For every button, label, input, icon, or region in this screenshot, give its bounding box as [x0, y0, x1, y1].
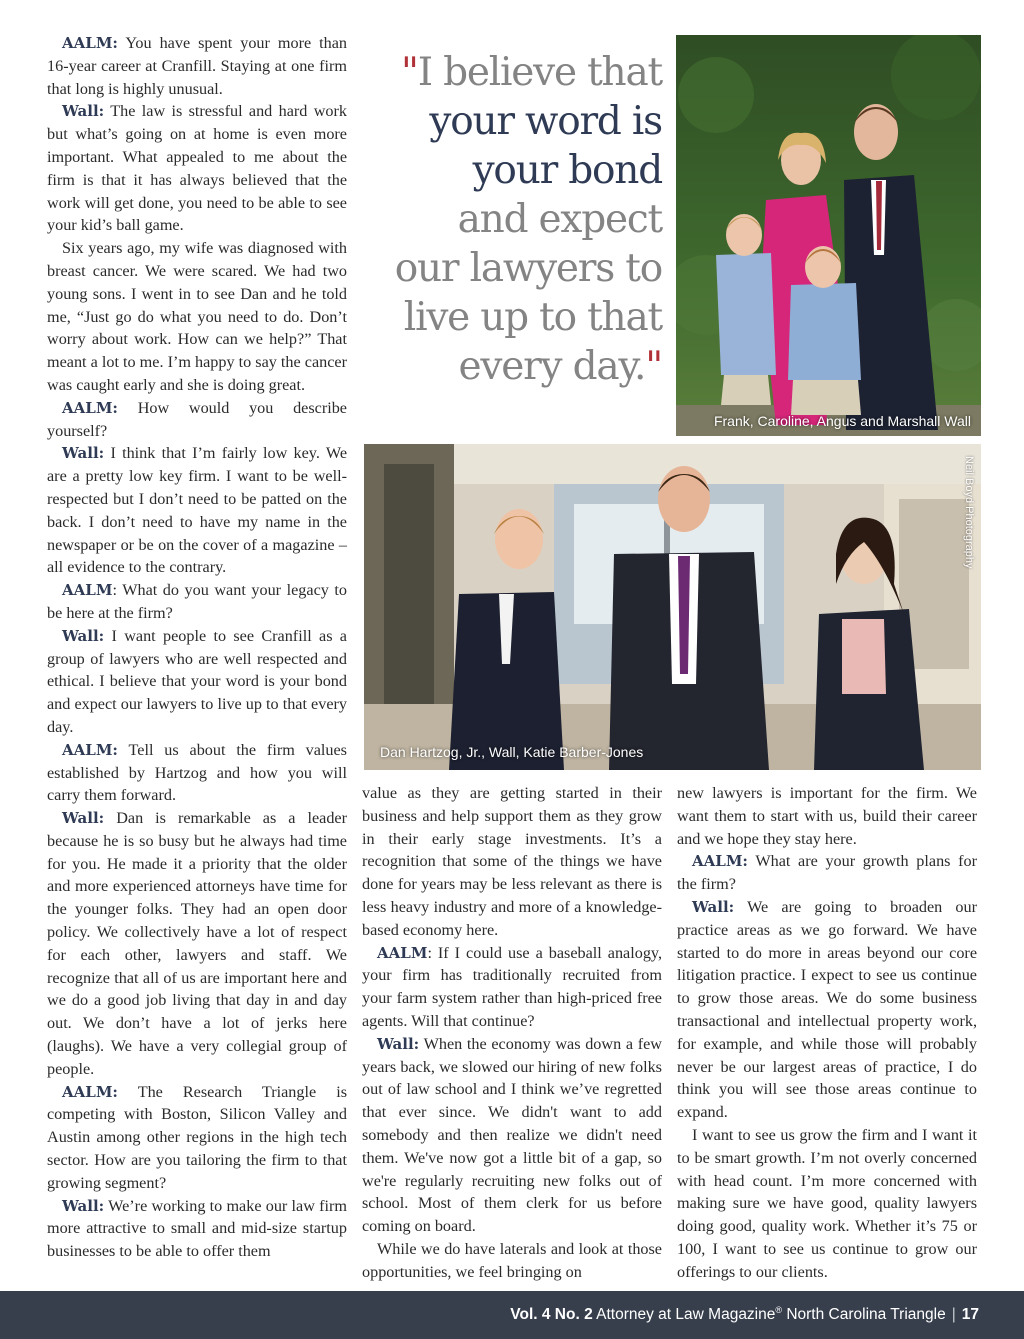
paragraph	[47, 397, 347, 443]
speaker-label: Wall:	[62, 626, 105, 645]
paragraph-text: I want people to see Cranfill as a group of lawyers who are well respected and ethical. I believe that your word is your bond and expect our lawyers to live up to that every day.	[47, 626, 347, 736]
speaker-label: Wall:	[62, 1196, 105, 1215]
paragraph-text: Dan is remarkable as a leader because he is so busy but he always had time for you. He made it a priority that the older and more experienced attorneys have time for the younger folks. They had an open door policy. We collectively have a lot of respect for each other, lawyers and staff. We recognize that all of us are important here and we do a good job living that day in and day out. We don’t have a lot of jerks here (laughs). We have a very collegial group of people.	[47, 809, 347, 1078]
paragraph-text: While we do have laterals and look at those opportunities, we feel bringing on	[362, 1239, 662, 1281]
pull-quote-line: "I believe that	[400, 50, 662, 95]
paragraph-text: : What do you want your legacy to be here at the firm?	[47, 581, 347, 622]
paragraph-text: How would you describe yourself?	[47, 398, 347, 440]
paragraph-text: The law is stressful and hard work but what’s going on at home is even more important. What appealed to me about the firm is that it has always believed that the work will get done, you need to be able to see your kid’s ball game.	[47, 102, 347, 235]
speaker-label: AALM:	[62, 398, 118, 417]
footer-separator: |	[951, 1306, 956, 1324]
speaker-label: Wall:	[692, 897, 735, 916]
pull-quote-line: live up to that	[403, 295, 662, 340]
paragraph-text: value as they are getting started in their business and help support them as they grow in their early stage investments. It’s a recognition that some of the things we have done for years may be less relevant as there is less heavy industry and more of a knowledge-based economy here.	[362, 784, 662, 939]
speaker-label: AALM	[377, 943, 428, 962]
article-column-3	[677, 782, 977, 1284]
paragraph-text: : If I could use a baseball analogy, your firm has traditionally recruited from your farm system rather than high-priced free agents. Will that continue?	[362, 943, 662, 1030]
office-photo	[364, 444, 981, 770]
pull-quote	[360, 48, 662, 391]
paragraph	[677, 896, 977, 1124]
paragraph	[677, 782, 977, 850]
paragraph	[47, 579, 347, 625]
speaker-label: Wall:	[62, 444, 105, 463]
paragraph	[47, 807, 347, 1081]
issue-volume: Vol. 4 No. 2	[510, 1306, 593, 1324]
paragraph-text: When the economy was down a few years back, we slowed our hiring of new folks out of law school and I think we’ve regretted that ever since. We didn't want to add somebody and then realize we didn't need them. We've now got a little bit of a gap, so we're regularly recruiting new folks out of school. Most of them clerk for us before coming on board.	[362, 1034, 662, 1236]
paragraph	[47, 32, 347, 100]
paragraph-text: The Research Triangle is competing with Boston, Silicon Valley and Austin among other regions in the high tech sector. How are you tailoring the firm to that growing segment?	[47, 1082, 347, 1192]
speaker-label: Wall:	[377, 1034, 420, 1053]
footer-text	[510, 1305, 979, 1324]
paragraph	[362, 942, 662, 1033]
paragraph-text: You have spent your more than 16-year career at Cranfill. Staying at one firm that long is highly unusual.	[47, 34, 347, 98]
close-quote-mark: "	[645, 344, 662, 389]
pull-quote-line: our lawyers to	[394, 246, 662, 291]
paragraph-text: Tell us about the firm values established by Hartzog and how you will carry them forward.	[47, 740, 347, 805]
paragraph-text: What are your growth plans for the firm?	[677, 852, 977, 894]
pull-quote-line: every day."	[458, 344, 662, 389]
paragraph	[362, 782, 662, 942]
paragraph-text: We’re working to make our law firm more attractive to small and mid-size startup businesses to be able to offer them	[47, 1196, 347, 1261]
paragraph	[677, 850, 977, 896]
pull-quote-line: your bond	[472, 148, 662, 193]
photo-credit: Neil Boyd Photography	[963, 456, 975, 569]
page-number: 17	[961, 1306, 979, 1324]
paragraph	[47, 625, 347, 739]
pull-quote-line: and expect	[457, 197, 662, 242]
paragraph	[362, 1033, 662, 1238]
article-column-1	[47, 32, 347, 1263]
office-photo-illustration	[364, 444, 981, 770]
pull-quote-line: your word is	[429, 99, 662, 144]
speaker-label: Wall:	[62, 102, 105, 121]
speaker-label: Wall:	[62, 809, 105, 828]
paragraph-text: I want to see us grow the firm and I want it to be smart growth. I’m not overly concerned with head count. I’m more concerned with making sure we have good, quality lawyers doing good, quality work. Whether it’s 75 or 100, I want to see us continue to grow our offerings to our clients.	[677, 1125, 977, 1281]
registered-mark: ®	[775, 1305, 783, 1315]
family-photo-illustration	[676, 35, 981, 436]
paragraph	[47, 1081, 347, 1195]
page-footer	[0, 1291, 1024, 1339]
paragraph	[47, 442, 347, 579]
article-column-2	[362, 782, 662, 1284]
speaker-label: AALM:	[62, 34, 118, 52]
speaker-label: AALM	[62, 581, 113, 600]
paragraph	[362, 1238, 662, 1284]
paragraph-text: I think that I’m fairly low key. We are a pretty low key firm. I want to be well-respected but I don’t need to be patted on the back. I don’t need to have my name in the newspaper or be on the cover of a magazine – all evidence to the contrary.	[47, 444, 347, 577]
paragraph-text: Six years ago, my wife was diagnosed with breast cancer. We were scared. We had two young sons. I went in to see Dan and he told me, “Just go do what you need to do. Don’t worry about work. How can we help?” That meant a lot to me. I’m happy to say the cancer was caught early and she is doing great.	[47, 239, 347, 394]
paragraph	[677, 1124, 977, 1284]
speaker-label: AALM:	[62, 1082, 118, 1101]
paragraph	[47, 739, 347, 807]
paragraph	[47, 100, 347, 237]
photo-caption: Frank, Caroline, Angus and Marshall Wall	[713, 413, 971, 429]
paragraph-text: new lawyers is important for the firm. We want them to start with us, build their career and we hope they stay here.	[677, 784, 977, 848]
speaker-label: AALM:	[692, 852, 748, 871]
open-quote-mark: "	[400, 50, 418, 95]
magazine-name: Attorney at Law Magazine	[596, 1306, 776, 1324]
magazine-region: North Carolina Triangle	[786, 1306, 946, 1324]
paragraph	[47, 237, 347, 397]
family-photo	[676, 35, 981, 436]
paragraph	[47, 1195, 347, 1263]
photo-caption: Dan Hartzog, Jr., Wall, Katie Barber-Jones	[380, 744, 644, 760]
speaker-label: AALM:	[62, 740, 118, 759]
paragraph-text: We are going to broaden our practice areas as we go forward. We have started to do more in areas beyond our core litigation practice. I expect to see us continue to grow those areas. We do some business transactional and intellectual property work, for example, and while those will probably never be our largest areas of practice, I do think you will see those areas continue to expand.	[677, 897, 977, 1122]
